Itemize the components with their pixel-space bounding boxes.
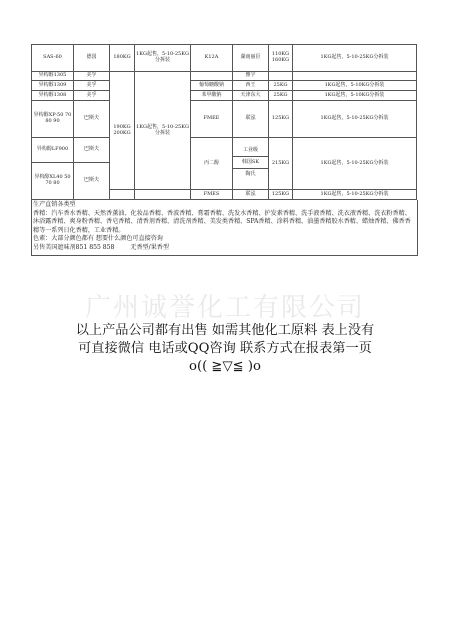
product-cell: 异构醇XP-50 70 80 90 [32, 101, 74, 138]
notice-line: 以上产品公司都有出售 如需其他化工原料 表上没有 [75, 323, 375, 338]
notice-text [0, 322, 450, 376]
product-cell: 异构醇1309 [32, 81, 74, 91]
product-cell: SAS-60 [32, 45, 74, 72]
terms-cell: 1KG起售，5-10-25KG分拆装 [293, 45, 417, 72]
product-cell: 葡萄糖酸钠 [191, 81, 233, 91]
table-row [32, 101, 417, 138]
pigment-note: 色素：大部分颜色都有 想要什么颜色可直接咨询 [33, 235, 163, 243]
brand-cell: 联泓 [233, 101, 269, 138]
masking-agent-types: 无香型/果香型 [130, 243, 169, 251]
brand-cell: 美孚 [74, 81, 110, 91]
brand-cell: 巴斯夫 [74, 138, 110, 163]
emoticon: o(( ≧▽≦ )o [189, 359, 261, 374]
pack-cell [269, 72, 293, 81]
brand-cell: 巴斯夫 [74, 101, 110, 138]
pack-cell: 125KG [269, 190, 293, 200]
product-cell: K12A [191, 45, 233, 72]
pack-cell: 190KG 200KG [110, 72, 135, 190]
terms-cell: 1KG起售，5-10KG分拆装 [293, 91, 417, 101]
terms-cell: 1KG起售，5-10-25KG分拆装 [293, 190, 417, 200]
product-cell: 丙二醇 [191, 138, 233, 190]
pack-cell: 180KG [110, 45, 135, 72]
pack-cell: 215KG [269, 138, 293, 190]
brand-cell [233, 138, 269, 190]
company-watermark: 广州诚誉化工有限公司 [84, 293, 365, 323]
masking-agent-models: 另售美国遮味剂851 855 858 [33, 243, 115, 251]
price-sheet [31, 44, 416, 256]
table-row [32, 138, 417, 163]
terms-cell [293, 72, 417, 81]
terms-cell: 1KG起售，5-10KG分拆装 [293, 81, 417, 91]
brand-cell: 巴斯夫 [74, 163, 110, 200]
fragrance-list: 香精：汽车香水香精、天然香薰油、化妆品香精、香波香精、膏霜香精、洗发水香精、护发素香精、洗手液香精、洗衣液香精、洗衣粉香精、沐浴露香精、爽身粉香精、香皂香精、清香剂香精、清洗剂香精、美发类香精、SPA香精、涂料香精、油墨香精胶水香精、蜡烛香精、佛香香精等一系列日化香精，工业香精。 [33, 209, 411, 234]
notice-line: 可直接微信 电话或QQ咨询 联系方式在报表第一页 [78, 341, 372, 356]
brand-cell: 西王 [233, 81, 269, 91]
product-cell: 异构醇XL40 50 70 80 [32, 163, 74, 200]
terms-cell: 1KG起售，5-10-25KG分拆装 [293, 138, 417, 190]
brand-cell: 天津东大 [233, 91, 269, 101]
grade-label: 工业级 [233, 146, 268, 157]
product-cell: FMEE [191, 101, 233, 138]
pack-cell [110, 190, 135, 200]
brand-cell: 美孚 [74, 91, 110, 101]
brand-label: 陶氏 [245, 171, 256, 178]
brand-label: 韩国SK [233, 157, 268, 170]
product-cell [191, 72, 233, 81]
masking-agent-note [33, 244, 416, 253]
pack-cell: 25KG [269, 91, 293, 101]
product-cell: 异构醇1305 [32, 72, 74, 81]
product-table [31, 44, 417, 200]
product-cell: 苯甲酸钠 [191, 91, 233, 101]
table-row [32, 81, 417, 91]
table-row [32, 91, 417, 101]
brand-cell: 德国 [74, 45, 110, 72]
terms-cell: 1KG起售，5-10-25KG分拆装 [293, 101, 417, 138]
product-cell: FMES [191, 190, 233, 200]
table-row [32, 45, 417, 72]
brand-cell: 美孚 [74, 72, 110, 81]
terms-cell [135, 190, 191, 200]
terms-cell: 1KG起售，5-10-25KG分拆装 [135, 45, 191, 72]
sales-title: 生产直销各类型 [33, 201, 76, 208]
pack-cell: 25KG [269, 81, 293, 91]
brand-cell: 雅宇 [233, 72, 269, 81]
pack-cell: 110KG 160KG [269, 45, 293, 72]
brand-cell: 联泓 [233, 190, 269, 200]
sales-info-box [31, 200, 418, 256]
table-row [32, 72, 417, 81]
brand-cell: 湖南丽臣 [233, 45, 269, 72]
product-cell: 异构醇1308 [32, 91, 74, 101]
product-cell: 异构醇LF900 [32, 138, 74, 163]
terms-cell: 1KG起售，5-10-25KG分拆装 [135, 72, 191, 190]
pack-cell: 125KG [269, 101, 293, 138]
